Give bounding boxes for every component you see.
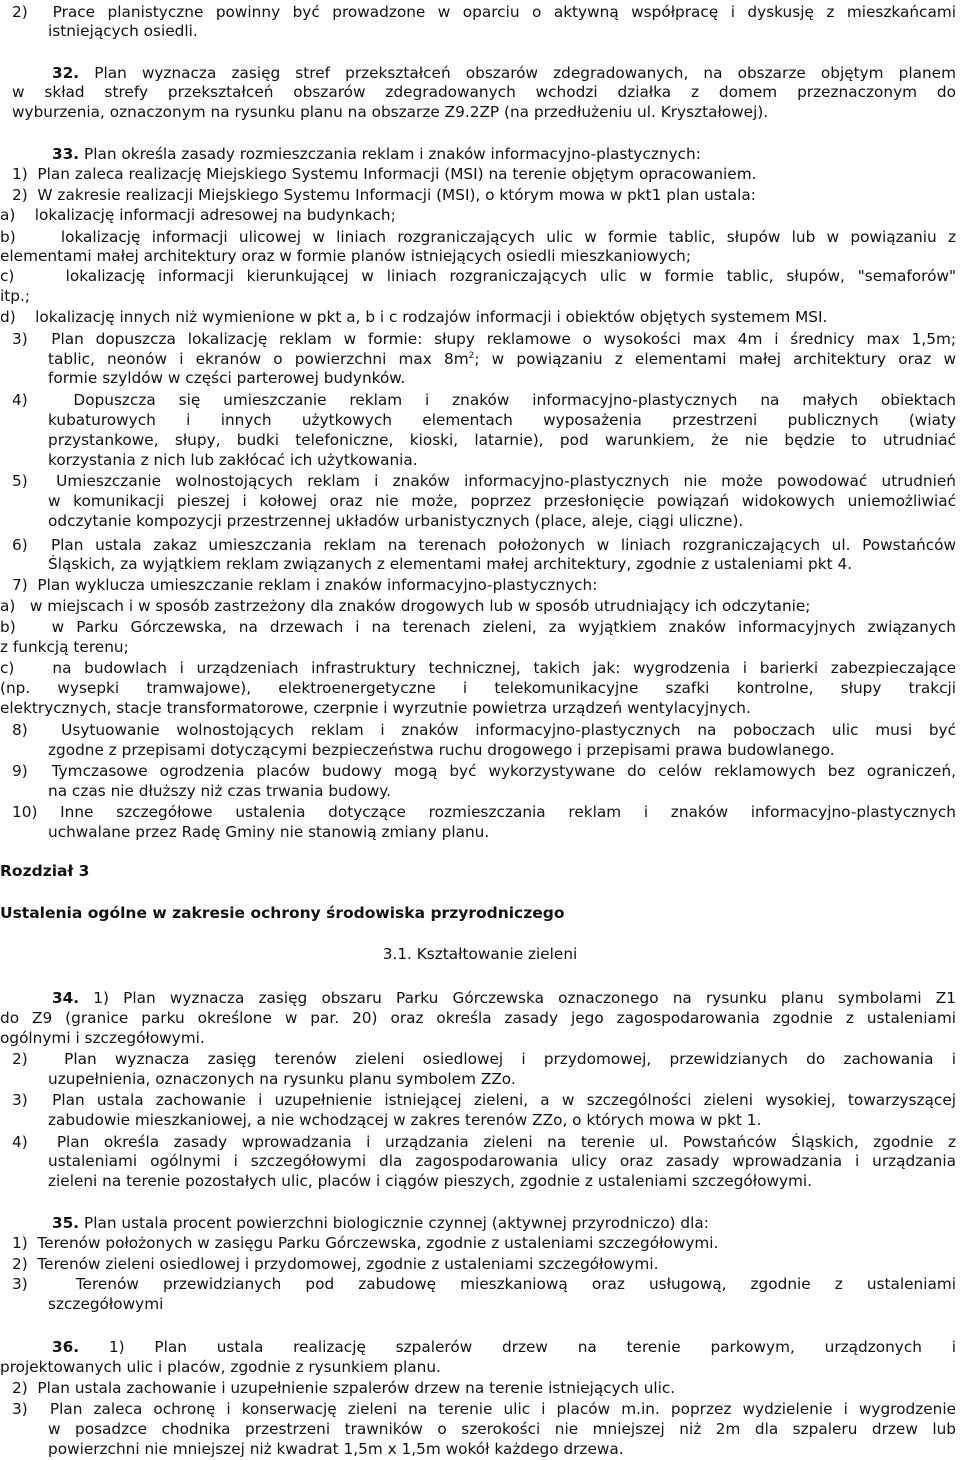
paragraph-number: 33. <box>52 145 80 163</box>
text-line: uzupełnienia, oznaczonych na rysunku planu symbolem ZZo. <box>48 1070 516 1088</box>
section-heading: Rozdział 3 <box>0 862 90 880</box>
text-line: 33. Plan określa zasady rozmieszczania reklam i znaków informacyjno-plastycznych: <box>52 145 701 163</box>
text-line: a) lokalizację informacji adresowej na budynkach; <box>0 206 396 224</box>
text-line: z funkcją terenu; <box>0 638 129 656</box>
text-line: 8) Usytuowanie wolnostojących reklam i znaków informacyjno-plastycznych na poboczach ulic musi być <box>12 721 956 739</box>
text-line: 2) Plan ustala zachowanie i uzupełnienie szpalerów drzew na terenie istniejących ulic. <box>12 1379 676 1397</box>
text-line: przystankowe, słupy, budki telefoniczne, kioski, latarnie), pod warunkiem, że nie będzie to utrudniać <box>48 431 956 449</box>
text-line: 7) Plan wyklucza umieszczanie reklam i znaków informacyjno-plastycznych: <box>12 576 598 594</box>
text-line: elektrycznych, stacje transformatorowe, czerpnie i wyrzutnie powietrza urządzeń wentylacyjnych. <box>0 699 751 717</box>
text-line: 32. Plan wyznacza zasięg stref przekształceń obszarów zdegradowanych, na obszarze objętym planem <box>52 64 956 82</box>
text-line: 9) Tymczasowe ogrodzenia placów budowy mogą być wykorzystywane do celów reklamowych bez ograniczeń, <box>12 762 956 780</box>
text-line: b) w Parku Górczewska, na drzewach i na terenach zieleni, za wyjątkiem znaków informacyjnych związanych <box>0 618 956 636</box>
text-line: do Z9 (granice parku określone w par. 20) oraz określa zasady jego zagospodarowania zgodnie z ustaleniami <box>0 1009 956 1027</box>
text-line: 1) Terenów położonych w zasięgu Parku Górczewska, zgodnie z ustaleniami szczegółowymi. <box>12 1234 719 1252</box>
text-line: 3) Plan dopuszcza lokalizację reklam w formie: słupy reklamowe o wysokości max 4m i średnicy max 1,5m; <box>12 330 956 348</box>
text-line: w komunikacji pieszej i kołowej oraz nie może, poprzez przesłonięcie powiązań widokowych uniemożliwiać <box>48 492 956 510</box>
text-line: tablic, neonów i ekranów o powierzchni $\max 8m^2$; w powiązaniu z elementami małej architektury oraz w <box>48 350 956 368</box>
text-line: kubaturowych i innych użytkowych elementach wyposażenia przestrzeni publicznych (wiaty <box>48 411 956 429</box>
text-line: 2) W zakresie realizacji Miejskiego Systemu Informacji (MSI), o którym mowa w pkt1 plan ustala: <box>12 186 756 204</box>
paragraph-number: 32. <box>52 64 80 82</box>
text-line: d) lokalizację innych niż wymienione w pkt a, b i c rodzajów informacji i obiektów objętych systemem MSI. <box>0 308 828 326</box>
text-line: itp.; <box>0 287 30 305</box>
text-line: 3) Plan zaleca ochronę i konserwację zieleni na terenie ulic i placów m.in. poprzez wydzielenie i wygrodzenie <box>12 1400 956 1418</box>
text-line: 10) Inne szczegółowe ustalenia dotyczące rozmieszczania reklam i znaków informacyjno-plastycznych <box>12 803 956 821</box>
text-line: odczytanie kompozycji przestrzennej układów urbanistycznych (place, aleje, ciągi uliczne). <box>48 512 744 530</box>
text-line: 3) Plan ustala zachowanie i uzupełnienie istniejącej zieleni, a w szczególności zieleni wysokiej, towarzyszącej <box>12 1091 956 1109</box>
text-line: na czas nie dłuższy niż czas trwania budowy. <box>48 782 392 800</box>
text-line: 4) Plan określa zasady wprowadzania i urządzania zieleni na terenie ul. Powstańców Śląskich, zgodnie z <box>12 1133 956 1151</box>
text-line: projektowanych ulic i placów, zgodnie z rysunkiem planu. <box>0 1358 441 1376</box>
text-line: w posadzce chodnika przestrzeni trawników o szerokości nie mniejszej niż 2m dla szpaleru drzew lub <box>48 1420 956 1438</box>
text-line: Śląskich, za wyjątkiem reklam związanych z elementami małej architektury, zgodnie z ustaleniami pkt 4. <box>48 555 853 573</box>
text-line: wyburzenia, oznaczonym na rysunku planu na obszarze Z9.2ZP (na przedłużeniu ul. Kryształowej). <box>12 103 769 121</box>
text-line: w skład strefy przekształceń obszarów zdegradowanych wchodzi działka z domem przeznaczonym do <box>12 83 956 101</box>
text-line: b) lokalizację informacji ulicowej w liniach rozgraniczających ulic w formie tablic, słupów lub w powiązaniu z <box>0 228 956 246</box>
text-line: 35. Plan ustala procent powierzchni biologicznie czynnej (aktywnej przyrodniczo) dla: <box>52 1214 709 1232</box>
paragraph-number: 35. <box>52 1214 80 1232</box>
text-line: elementami małej architektury oraz w formie planów istniejących osiedli mieszkaniowych; <box>0 247 692 265</box>
text-line: (np. wysepki tramwajowe), elektroenergetyczne i telekomunikacyjne szafki kontrolne, słupy trakcji <box>0 679 956 697</box>
text-line: 6) Plan ustala zakaz umieszczania reklam na terenach położonych w liniach rozgraniczających ul. Powstańców <box>12 536 956 554</box>
text-line: 36. 1) Plan ustala realizację szpalerów drzew na terenie parkowym, urządzonych i <box>52 1338 956 1356</box>
text-line: zabudowie mieszkaniowej, a nie wchodzącej w zakres terenów ZZo, o których mowa w pkt 1. <box>48 1111 762 1129</box>
section-heading: Ustalenia ogólne w zakresie ochrony środowiska przyrodniczego <box>0 904 565 922</box>
text-line: c) lokalizację informacji kierunkującej w liniach rozgraniczających ulic w formie tablic, słupów, "semaforów" <box>0 267 956 285</box>
text-line: 2) Plan wyznacza zasięg terenów zieleni osiedlowej i przydomowej, przewidzianych do zachowania i <box>12 1050 956 1068</box>
text-line: istniejących osiedli. <box>48 22 198 40</box>
paragraph-number: 34. <box>52 989 80 1007</box>
paragraph-number: 36. <box>52 1338 80 1356</box>
text-line: 34. 1) Plan wyznacza zasięg obszaru Parku Górczewska oznaczonego na rysunku planu symbolami Z1 <box>52 989 956 1007</box>
text-line: korzystania z nich lub zakłócać ich użytkowania. <box>48 451 418 469</box>
text-line: 2) Terenów zieleni osiedlowej i przydomowej, zgodnie z ustaleniami szczegółowymi. <box>12 1255 659 1273</box>
text-line: 1) Plan zaleca realizację Miejskiego Systemu Informacji (MSI) na terenie objętym opracowaniem. <box>12 165 757 183</box>
text-line: uchwalane przez Radę Gminy nie stanowią zmiany planu. <box>48 823 490 841</box>
text-line: zgodne z przepisami dotyczącymi bezpieczeństwa ruchu drogowego i przepisami prawa budowlanego. <box>48 741 835 759</box>
text-line: 4) Dopuszcza się umieszczanie reklam i znaków informacyjno-plastycznych na małych obiektach <box>12 391 956 409</box>
text-line: 5) Umieszczanie wolnostojących reklam i znaków informacyjno-plastycznych nie może powodować utrudnień <box>12 472 956 490</box>
subsection-heading: 3.1. Kształtowanie zieleni <box>382 945 578 963</box>
text-line: 2) Prace planistyczne powinny być prowadzone w oparciu o aktywną współpracę i dyskusję z mieszkańcami <box>12 3 956 21</box>
text-line: szczegółowymi <box>48 1295 164 1313</box>
text-line: c) na budowlach i urządzeniach infrastruktury technicznej, takich jak: wygrodzenia i barierki zabezpieczające <box>0 659 956 677</box>
text-line: ustaleniami ogólnymi i szczegółowymi dla zagospodarowania ulicy oraz zasady wprowadzania i urządzania <box>48 1152 956 1170</box>
text-line: zieleni na terenie pozostałych ulic, placów i ciągów pieszych, zgodnie z ustaleniami szczegółowymi. <box>48 1172 813 1190</box>
text-line: ogólnymi i szczegółowymi. <box>0 1029 205 1047</box>
text-line: 3) Terenów przewidzianych pod zabudowę mieszkaniową oraz usługową, zgodnie z ustaleniami <box>12 1275 956 1293</box>
text-line: a) w miejscach i w sposób zastrzeżony dla znaków drogowych lub w sposób utrudniający ich odczytanie; <box>0 597 811 615</box>
text-line: powierzchni nie mniejszej niż kwadrat 1,5m x 1,5m wokół każdego drzewa. <box>48 1440 624 1458</box>
text-line: formie szyldów w części parterowej budynków. <box>48 369 406 387</box>
